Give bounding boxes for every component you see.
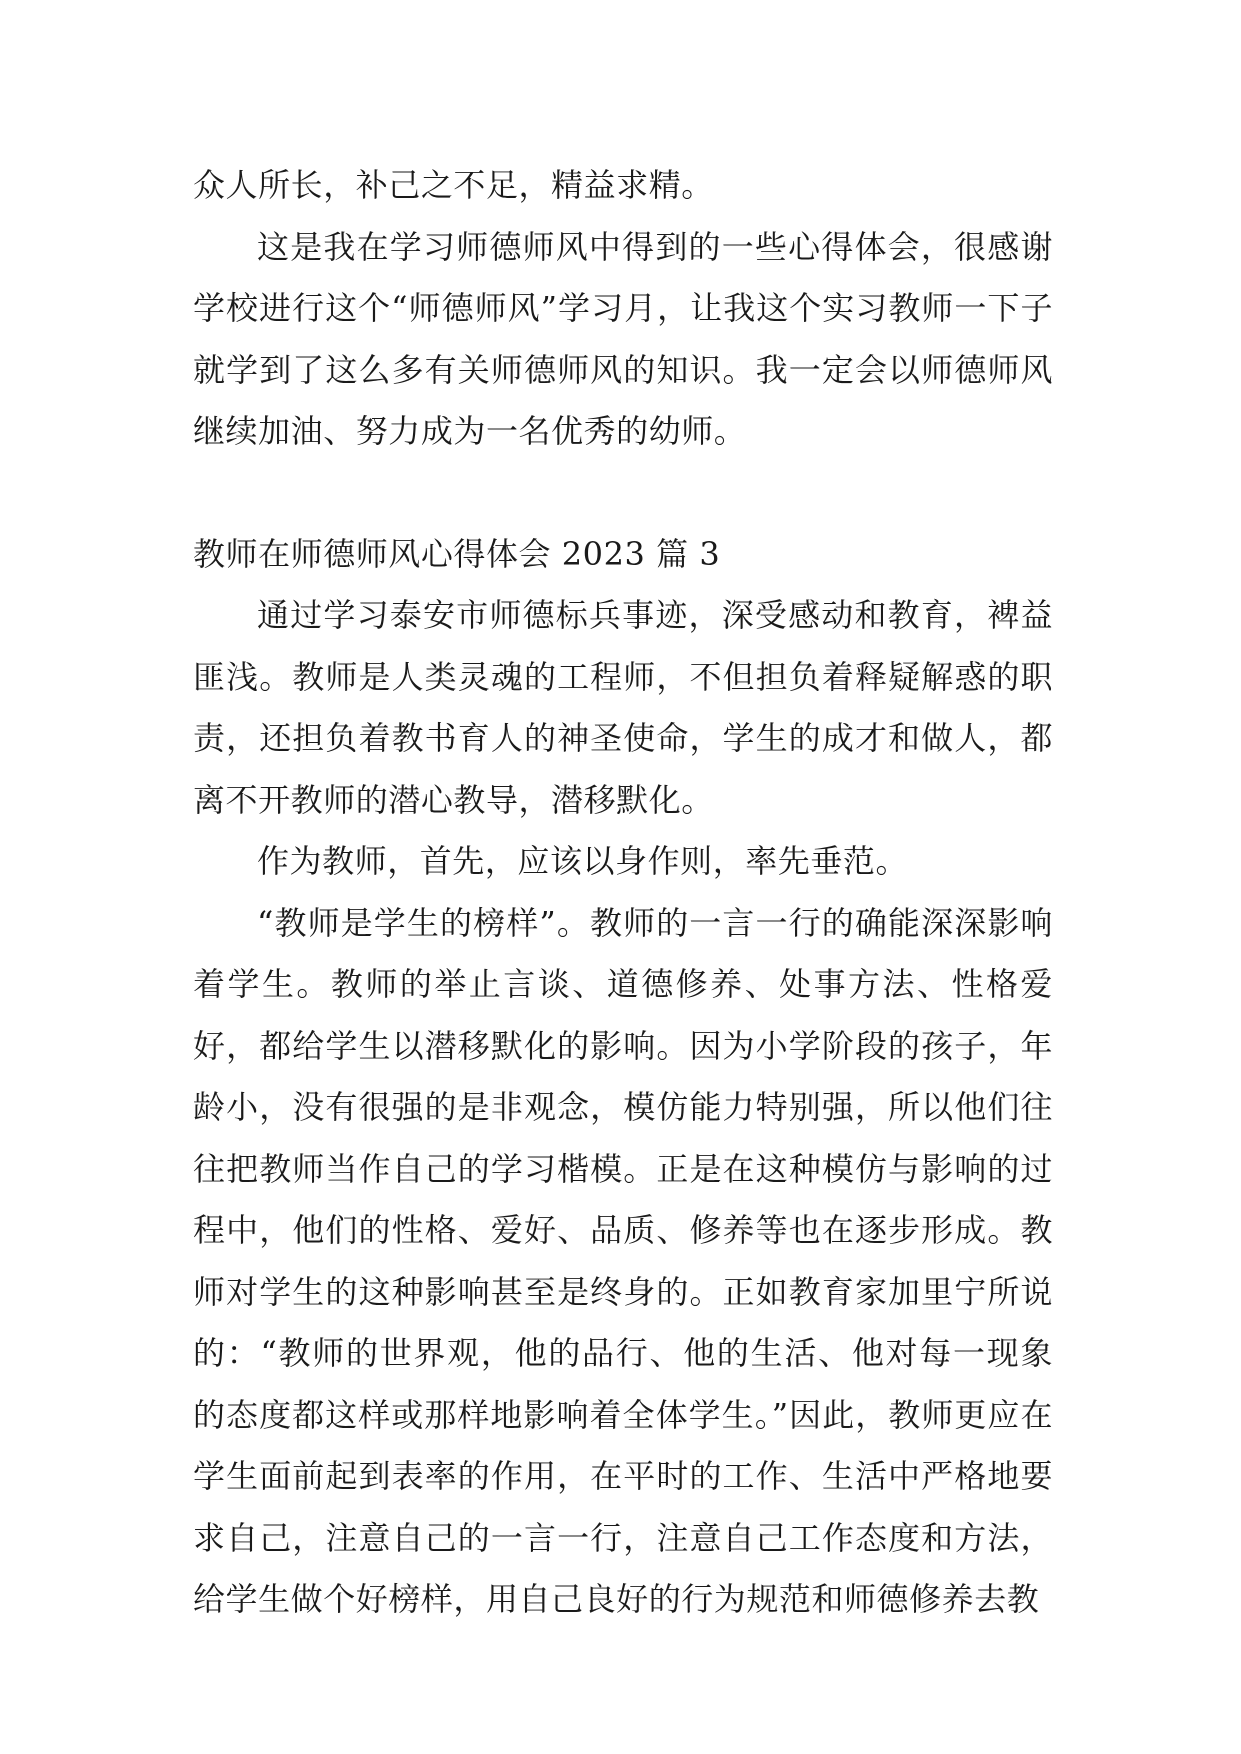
- paragraph-intro: 通过学习泰安市师德标兵事迹，深受感动和教育，裨益匪浅。教师是人类灵魂的工程师，不但担负着释疑解惑的职责，还担负着教书育人的神圣使命，学生的成才和做人，都离不开教师的潜心教导，潜移默化。: [193, 596, 1053, 819]
- document-body: [193, 155, 1053, 1631]
- paragraph-role-model: “教师是学生的榜样”。教师的一言一行的确能深深影响着学生。教师的举止言谈、道德修养、处事方法、性格爱好，都给学生以潜移默化的影响。因为小学阶段的孩子，年龄小，没有很强的是非观念，模仿能力特别强，所以他们往往把教师当作自己的学习楷模。正是在这种模仿与影响的过程中，他们的性格、爱好、品质、修养等也在逐步形成。教师对学生的这种影响甚至是终身的。正如教育家加里宁所说的：“教师的世界观，他的品行、他的生活、他对每一现象的态度都这样或那样地影响着全体学生。”因此，教师更应在学生面前起到表率的作用，在平时的工作、生活中严格地要求自己，注意自己的一言一行，注意自己工作态度和方法，给学生做个好榜样，用自己良好的行为规范和师德修养去教: [193, 903, 1053, 1618]
- paragraph-lead-by-example: 作为教师，首先，应该以身作则，率先垂范。: [257, 842, 909, 880]
- section-title: 教师在师德师风心得体会 2023 篇 3: [193, 534, 721, 573]
- paragraph-gap: [193, 463, 1053, 524]
- paragraph-continuation: 众人所长，补己之不足，精益求精。: [193, 166, 714, 204]
- paragraph-gratitude: 这是我在学习师德师风中得到的一些心得体会，很感谢学校进行这个“师德师风”学习月，让我这个实习教师一下子就学到了这么多有关师德师风的知识。我一定会以师德师风继续加油、努力成为一名优秀的幼师。: [193, 227, 1053, 450]
